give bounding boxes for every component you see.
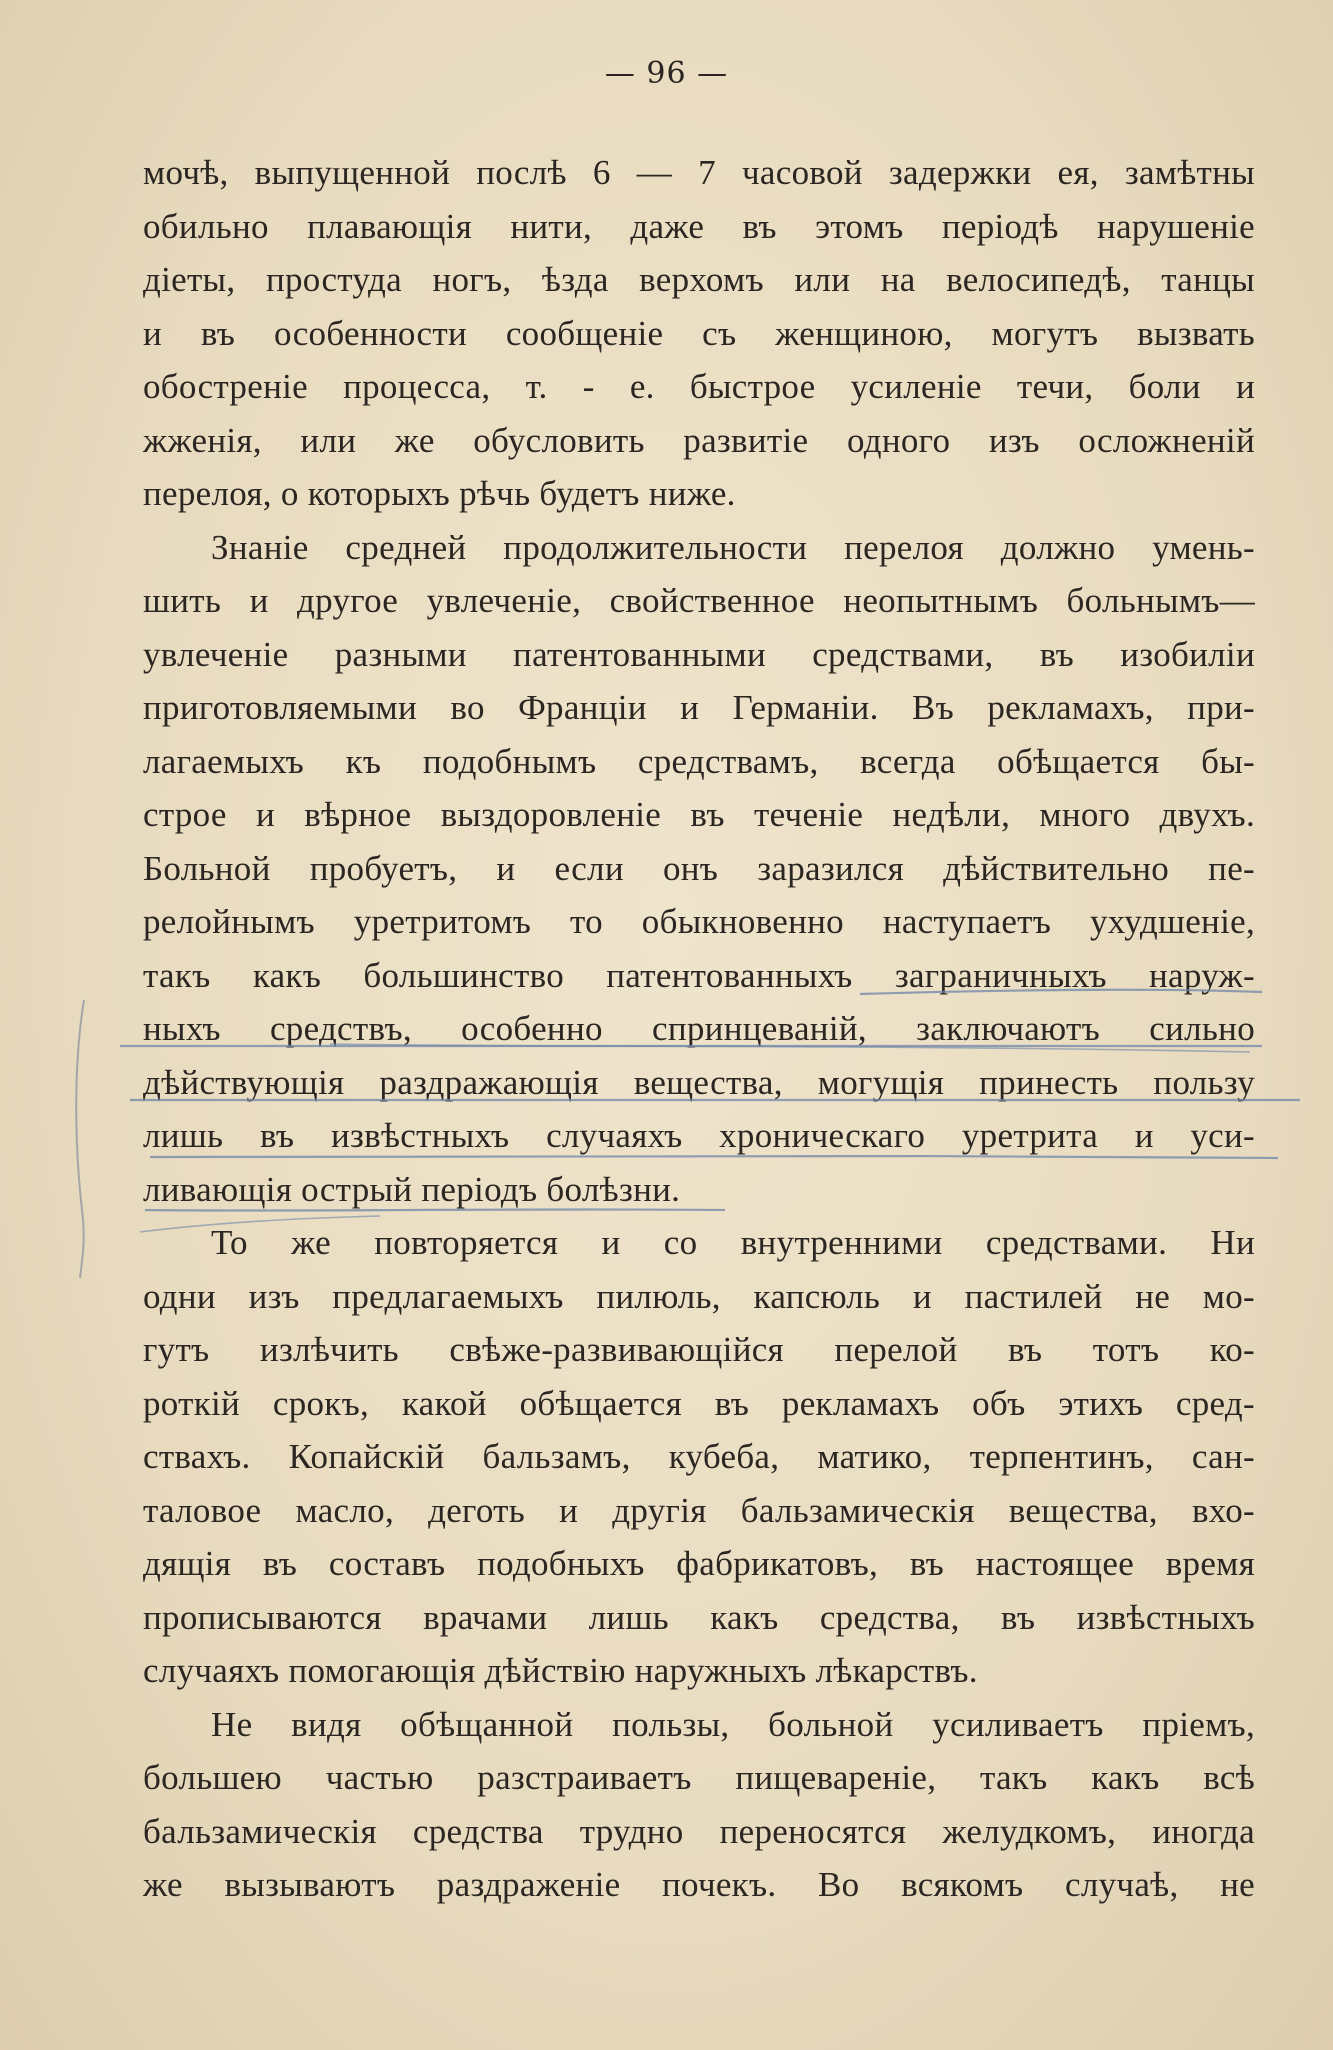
text-line: перелоя, о которыхъ рѣчь будетъ ниже.	[143, 474, 736, 513]
text-line: мочѣ, выпущенной послѣ 6 — 7 часовой задержки ея, замѣтны	[143, 153, 1255, 192]
text-line: и въ особенности сообщеніе съ женщиною, могутъ вызвать	[143, 313, 1255, 353]
text-line: лишь въ извѣстныхъ случаяхъ хроническаго уретрита и уси-	[143, 1116, 1255, 1155]
text-line: дѣйствующія раздражающія вещества, могущія принесть пользу	[143, 1062, 1255, 1102]
text-line: же вызываютъ раздраженіе почекъ. Во всякомъ случаѣ, не	[143, 1865, 1255, 1904]
text-line: одни изъ предлагаемыхъ пилюль, капсюль и пастилей не мо-	[143, 1276, 1255, 1316]
margin-bracket-mark	[76, 1000, 84, 1278]
text-line: обостреніе процесса, т. - е. быстрое усиленіе течи, боли и	[143, 367, 1255, 406]
text-line: роткій срокъ, какой обѣщается въ рекламахъ объ этихъ сред-	[143, 1383, 1255, 1423]
page-number: — 96 —	[604, 56, 729, 91]
text-line: таловое масло, деготь и другія бальзамическія вещества, вхо-	[143, 1490, 1255, 1530]
text-line: шить и другое увлеченіе, свойственное неопытнымъ больнымъ—	[143, 581, 1255, 620]
text-line: большею частью разстраиваетъ пищевареніе, такъ какъ всѣ	[143, 1758, 1255, 1797]
text-line: бальзамическія средства трудно переносятся желудкомъ, иногда	[143, 1811, 1255, 1851]
text-line: ливающія острый періодъ болѣзни.	[143, 1169, 681, 1209]
text-line: Больной пробуетъ, и если онъ заразился дѣйствительно пе-	[143, 848, 1255, 888]
text-line: случаяхъ помогающія дѣйствію наружныхъ лѣкарствъ.	[143, 1651, 978, 1690]
text-line: приготовляемыми во Франціи и Германіи. Въ рекламахъ, при-	[143, 688, 1255, 727]
text-line: прописываются врачами лишь какъ средства, въ извѣстныхъ	[143, 1597, 1255, 1637]
text-line: обильно плавающія нити, даже въ этомъ періодѣ нарушеніе	[143, 206, 1255, 246]
text-line: строе и вѣрное выздоровленіе въ теченіе недѣли, много двухъ.	[143, 795, 1255, 834]
text-line: Не видя обѣщанной пользы, больной усиливаетъ пріемъ,	[211, 1704, 1255, 1744]
text-line: Знаніе средней продолжительности перелоя должно умень-	[211, 527, 1255, 567]
text-line: увлеченіе разными патентованными средствами, въ изобиліи	[143, 634, 1255, 674]
text-line: гутъ излѣчить свѣже-развивающійся перелой въ тотъ ко-	[143, 1330, 1255, 1369]
body-text	[143, 146, 1255, 1912]
text-line: діеты, простуда ногъ, ѣзда верхомъ или на велосипедѣ, танцы	[143, 260, 1255, 299]
text-line: лагаемыхъ къ подобнымъ средствамъ, всегда обѣщается бы-	[143, 741, 1255, 781]
text-line: ствахъ. Копайскій бальзамъ, кубеба, матико, терпентинъ, сан-	[143, 1437, 1255, 1476]
text-line: такъ какъ большинство патентованныхъ заграничныхъ наруж-	[143, 955, 1255, 995]
text-line: дящія въ составъ подобныхъ фабрикатовъ, въ настоящее время	[143, 1544, 1255, 1583]
text-line: То же повторяется и со внутренними средствами. Ни	[211, 1223, 1255, 1262]
text-line: жженія, или же обусловить развитіе одного изъ осложненій	[143, 420, 1255, 460]
text-line: ныхъ средствъ, особенно спринцеваній, заключаютъ сильно	[143, 1009, 1255, 1048]
text-line: релойнымъ уретритомъ то обыкновенно наступаетъ ухудшеніе,	[143, 902, 1255, 941]
